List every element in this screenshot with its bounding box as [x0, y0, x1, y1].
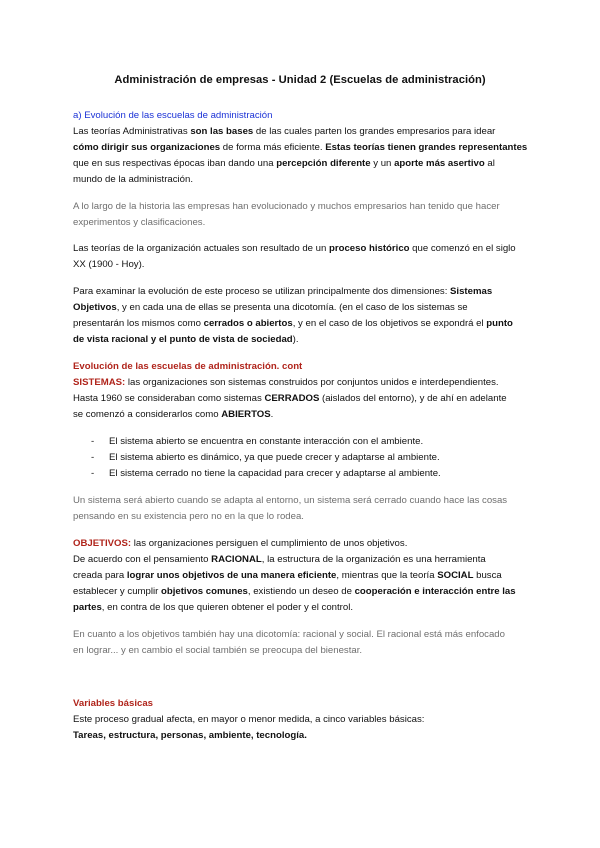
gray-note-line: En cuanto a los objetivos también hay una dicotomía: racional y social. El racional está más enfocado: [73, 629, 505, 640]
paragraph-line: Las teorías de la organización actuales son resultado de un proceso histórico que comenzó en el siglo: [73, 243, 516, 254]
page-title: Administración de empresas - Unidad 2 (Escuelas de administración): [114, 74, 486, 86]
paragraph-line: establecer y cumplir objetivos comunes, existiendo un deseo de cooperación e interacción entre las: [73, 586, 516, 597]
bullet-mark: -: [91, 452, 95, 463]
paragraph-line: Las teorías Administrativas son las bases de las cuales parten los grandes empresarios para idear: [73, 126, 496, 137]
paragraph-line: SISTEMAS: las organizaciones son sistemas construidos por conjuntos unidos e interdependientes.: [73, 377, 499, 388]
paragraph-line: de vista racional y el punto de vista de sociedad).: [73, 334, 299, 345]
paragraph-line: Hasta 1960 se consideraban como sistemas CERRADOS (aislados del entorno), y de ahí en adelante: [73, 393, 507, 404]
variables-list: Tareas, estructura, personas, ambiente, tecnología.: [73, 730, 307, 741]
bullet-item: El sistema abierto se encuentra en constante interacción con el ambiente.: [109, 436, 424, 447]
gray-note-line: experimentos y clasificaciones.: [73, 217, 206, 228]
gray-note-line: Un sistema será abierto cuando se adapta al entorno, un sistema será cerrado cuando hace las cosas: [73, 495, 508, 506]
paragraph-line: Este proceso gradual afecta, en mayor o menor medida, a cinco variables básicas:: [73, 714, 425, 725]
paragraph-line: cómo dirigir sus organizaciones de forma más eficiente. Estas teorías tienen grandes representantes: [73, 142, 528, 153]
paragraph-line: XX (1900 - Hoy).: [73, 259, 145, 270]
bullet-item: El sistema abierto es dinámico, ya que puede crecer y adaptarse al ambiente.: [109, 452, 440, 463]
paragraph-line: mundo de la administración.: [73, 174, 193, 185]
paragraph-line: Objetivos, y en cada una de ellas se presenta una dicotomía. (en el caso de los sistemas se: [73, 302, 468, 313]
bullet-item: El sistema cerrado no tiene la capacidad para crecer y adaptarse al ambiente.: [109, 468, 441, 479]
paragraph-line: OBJETIVOS: las organizaciones persiguen el cumplimiento de unos objetivos.: [73, 538, 408, 549]
paragraph-line: que en sus respectivas épocas iban dando una percepción diferente y un aporte más asertivo al: [73, 158, 495, 169]
section-heading-evolucion: a) Evolución de las escuelas de administración: [73, 110, 273, 121]
section-heading-variables: Variables básicas: [73, 698, 154, 709]
section-heading-cont: Evolución de las escuelas de administración. cont: [73, 361, 303, 372]
bullet-mark: -: [91, 436, 95, 447]
gray-note-line: pensando en su existencia pero no en la que lo rodea.: [73, 511, 304, 522]
paragraph-line: presentarán los mismos como cerrados o abiertos, y en el caso de los objetivos se expondrá el punto: [73, 318, 513, 329]
paragraph-line: De acuerdo con el pensamiento RACIONAL, la estructura de la organización es una herramienta: [73, 554, 486, 565]
paragraph-line: creada para lograr unos objetivos de una manera eficiente, mientras que la teoría SOCIAL busca: [73, 570, 502, 581]
paragraph-line: Para examinar la evolución de este proceso se utilizan principalmente dos dimensiones: Sistemas: [73, 286, 493, 297]
paragraph-line: partes, en contra de los que quieren obtener el poder y el control.: [73, 602, 353, 613]
paragraph-line: se comenzó a considerarlos como ABIERTOS.: [73, 409, 274, 420]
gray-note-line: en lograr... y en cambio el social también se preocupa del bienestar.: [73, 645, 363, 656]
bullet-mark: -: [91, 468, 95, 479]
gray-note-line: A lo largo de la historia las empresas han evolucionado y muchos empresarios han tenido que hacer: [73, 201, 500, 212]
